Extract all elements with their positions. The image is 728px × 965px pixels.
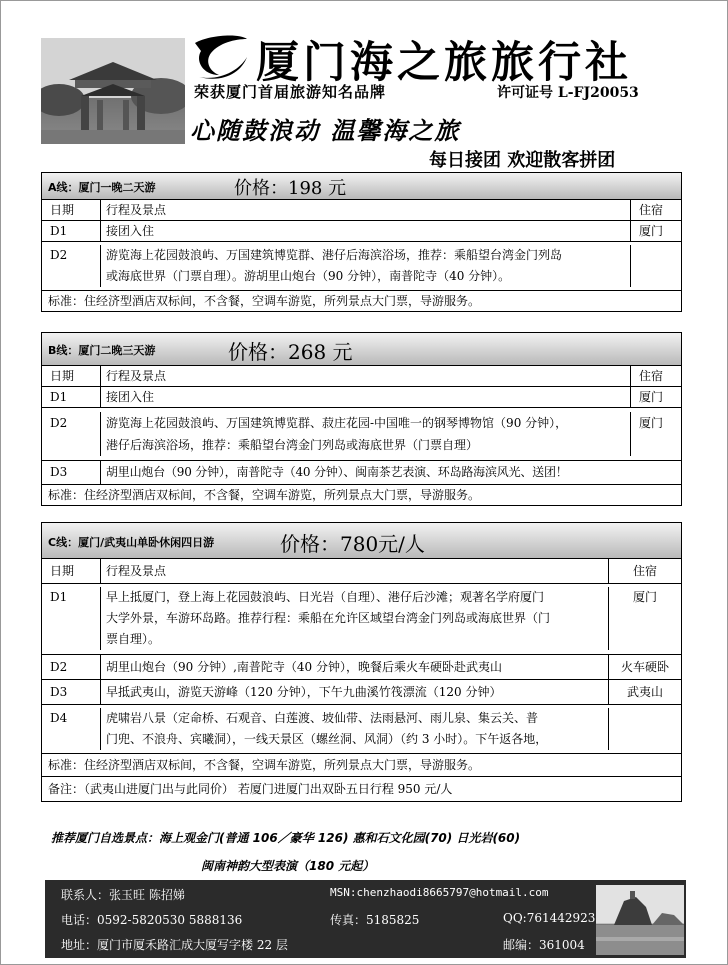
agency-name: 厦门海之旅旅行社 [256,38,632,88]
tour-b-name: B线：厦门二晚三天游 [48,344,156,357]
remark-note: 备注：（武夷山进厦门出与此同价） 若厦门进厦门出双卧五日行程 950 元/人 [48,782,453,796]
msn-address: MSN:chenzhaodi8665797@hotmail.com [330,886,549,899]
daily-departure-note: 每日接团 欢迎散客拼团 [429,150,616,171]
col-stay: 住宿 [639,203,664,217]
day-stay: 武夷山 [626,685,663,699]
col-date: 日期 [42,200,101,220]
table-row [42,387,681,408]
postcode: 邮编：361004 [503,938,585,952]
contact-panel [45,880,686,958]
phone-numbers: 电话：0592-5820530 5888136 [61,913,243,927]
itinerary-line: 虎啸岩八景（定命桥、石观音、白莲渡、坡仙带、法雨悬河、雨儿泉、集云关、普 [106,711,539,725]
tour-b-table [41,332,682,506]
itinerary-line: 票自理）。 [106,632,161,646]
col-itinerary: 行程及景点 [101,559,609,583]
col-date: 日期 [42,366,101,386]
honor-text: 荣获厦门首届旅游知名品牌 [194,83,387,101]
gate-photo [41,38,185,144]
day-itinerary: 早抵武夷山，游览天游峰（120 分钟），下午九曲溪竹筏漂流（120 分钟） [101,680,609,704]
itinerary-line: 早上抵厦门，登上海上花园鼓浪屿、日光岩（自理）、港仔后沙滩；观著名学府厦门 [106,590,545,604]
day-itinerary [101,708,609,750]
table-row [42,655,681,680]
itinerary-line: 游览海上花园鼓浪屿、万国建筑博览群、菽庄花园-中国唯一的钢琴博物馆（90 分钟）， [106,416,568,430]
itinerary-line: 大学外景，车游环岛路。推荐行程：乘船在允许区域望台湾金门列岛或海底世界（门 [106,611,551,625]
tour-a-price: 价格：198 元 [234,178,347,199]
day-stay: 火车硬卧 [620,660,669,674]
standard-note: 标准：住经济型酒店双标间，不含餐，空调车游览，所列景点大门票，导游服务。 [48,294,481,308]
table-row [42,408,681,461]
tour-b-header [42,333,681,366]
table-row [42,705,681,754]
tour-c-name: C线：厦门/武夷山单卧休闲四日游 [48,536,215,549]
col-stay: 住宿 [632,564,657,578]
day-itinerary: 接团入住 [101,221,631,241]
standard-note: 标准：住经济型酒店双标间，不含餐，空调车游览，所列景点大门票，导游服务。 [48,758,481,772]
col-stay: 住宿 [639,369,664,383]
itinerary-line: 游览海上花园鼓浪屿、万国建筑博览群、港仔后海滨浴场，推荐：乘船望台湾金门列岛 [106,248,563,262]
day-stay: 厦门 [639,416,664,430]
recommended-attractions: 推荐厦门自选景点：海上观金门(普通 106／豪华 126) 惠和石文化园(70) 日光岩(60) [51,831,521,845]
table-header-row [42,200,681,221]
day-itinerary [101,587,609,650]
day-itinerary: 胡里山炮台（90 分钟），南普陀寺（40 分钟）、闽南茶艺表演、环岛路海滨风光、送团！ [106,465,568,479]
tour-c-table [41,522,682,802]
day-label: D1 [42,221,101,241]
table-row [42,291,681,311]
table-row [42,680,681,705]
qq-number: QQ:761442923 [503,911,596,925]
tour-a-name: A线：厦门一晚二天游 [48,181,156,194]
table-row [42,584,681,655]
contact-person: 联系人：张玉旺 陈招娣 [61,888,185,902]
license-number: 许可证号 L-FJ20053 [497,85,639,101]
tour-a-table [41,172,682,312]
day-itinerary: 接团入住 [101,387,631,407]
day-label: D2 [42,655,101,679]
slogan: 心随鼓浪动 温馨海之旅 [190,117,461,145]
table-row [42,242,681,291]
itinerary-line: 港仔后海滨浴场，推荐：乘船望台湾金门列岛或海底世界（门票自理） [106,438,479,452]
standard-note: 标准：住经济型酒店双标间，不含餐，空调车游览，所列景点大门票，导游服务。 [48,488,481,502]
seaside-photo [596,885,684,955]
day-label: D4 [42,708,101,750]
day-stay: 厦门 [639,224,664,238]
col-date: 日期 [42,559,101,583]
fax-number: 传真：5185825 [330,913,420,927]
tour-b-price: 价格：268 元 [228,340,353,364]
table-row [42,777,681,801]
day-label: D2 [42,412,101,456]
tour-c-price: 价格：780元/人 [280,532,425,556]
itinerary-line: 门兜、不浪舟、宾曦洞），一线天景区（螺丝洞、风洞）（约 3 小时）。下午返各地， [106,732,548,746]
table-header-row [42,559,681,584]
day-label: D3 [42,680,101,704]
col-itinerary: 行程及景点 [101,366,631,386]
day-stay [609,708,681,750]
day-stay [631,245,681,287]
day-label: D1 [42,587,101,650]
tour-c-header [42,523,681,559]
tour-a-header [42,173,681,200]
swoosh-logo-icon [189,31,251,83]
table-header-row [42,366,681,387]
day-label: D3 [42,461,101,484]
day-itinerary [101,245,631,287]
table-row [42,461,681,485]
day-itinerary [101,412,631,456]
col-itinerary: 行程及景点 [101,200,631,220]
show-note: 闽南神韵大型表演（180 元起） [201,859,375,873]
address: 地址：厦门市厦禾路汇成大厦写字楼 22 层 [61,938,288,952]
day-label: D2 [42,245,101,287]
day-stay: 厦门 [632,590,657,604]
table-row [42,221,681,242]
day-stay: 厦门 [639,390,664,404]
day-itinerary: 胡里山炮台（90 分钟）,南普陀寺（40 分钟），晚餐后乘火车硬卧赴武夷山 [101,655,609,679]
day-label: D1 [42,387,101,407]
itinerary-line: 或海底世界（门票自理）。游胡里山炮台（90 分钟），南普陀寺（40 分钟）。 [106,269,511,283]
table-row [42,485,681,505]
table-row [42,754,681,777]
